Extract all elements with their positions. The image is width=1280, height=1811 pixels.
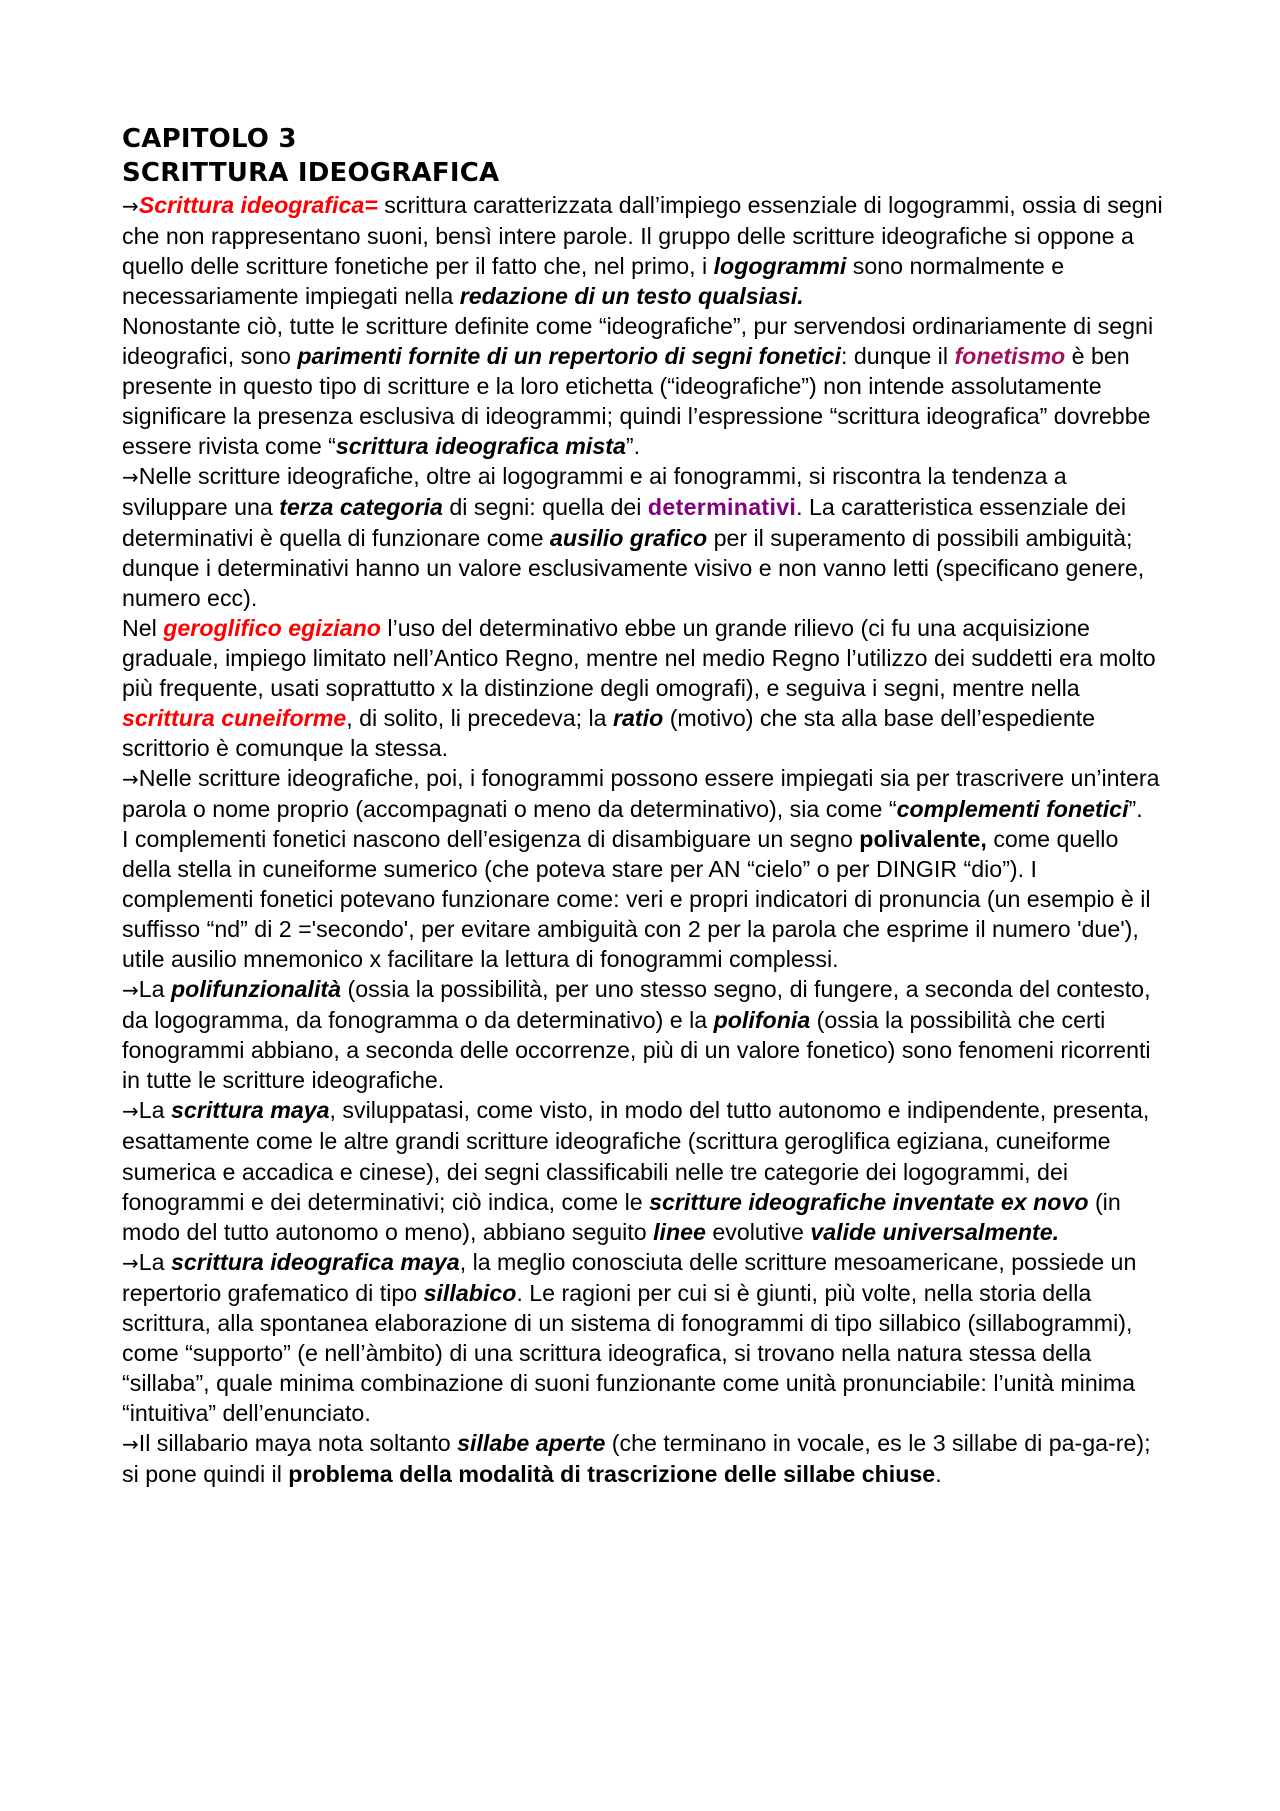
emphasis-text: logogrammi xyxy=(713,253,847,280)
paragraph-text: è ben presente in questo tipo di scritture e la loro etichetta (“ideografiche”) non intende assolutamente significare la presenza esclusiva di ideogrammi; quindi l’espressione “scrittura ideografica” dovrebbe essere rivista come “ xyxy=(122,343,1151,460)
paragraph-text: , la meglio conosciuta delle scritture mesoamericane, possiede un repertorio grafematico di tipo xyxy=(122,1248,1137,1306)
paragraph-text: La xyxy=(138,1097,171,1124)
emphasis-text: valide universalmente. xyxy=(810,1218,1060,1245)
paragraph-nonostante xyxy=(122,311,1172,461)
paragraph-text: Il sillabario maya nota soltanto xyxy=(138,1429,458,1456)
paragraph-maya xyxy=(122,1095,1172,1246)
paragraph-text: evolutive xyxy=(705,1218,811,1245)
paragraph-text: La xyxy=(138,1248,171,1275)
emphasis-text: complementi fonetici xyxy=(896,795,1129,822)
emphasis-text: ausilio grafico xyxy=(549,524,708,551)
emphasis-text: problema della modalità di trascrizione delle sillabe chiuse xyxy=(288,1460,936,1487)
paragraph-text: . Le ragioni per cui si è giunti, più volte, nella storia della scrittura, alla spontanea elaborazione di un sistema di fonogrammi di tipo sillabico (sillabogrammi), come “supporto” (e nell’àmbito) di una scrittura ideografica, si trovano nella natura stessa della “sillaba”, quale minima combinazione di suoni funzionante come unità pronunciabile: l’unità minima “intuitiva” dell’enunciato. xyxy=(122,1279,1136,1426)
paragraph-maya-ideografica xyxy=(122,1247,1172,1428)
emphasis-text: scrittura ideografica mista xyxy=(335,433,626,460)
emphasis-text: scrittura maya xyxy=(171,1097,330,1124)
chapter-heading xyxy=(122,122,1172,190)
emphasis-text: scrittura cuneiforme xyxy=(122,704,347,731)
paragraph-sillabario xyxy=(122,1428,1172,1489)
paragraph-text: (ossia la possibilità, per uno stesso segno, di fungere, a seconda del contesto, da logogramma, da fonogramma o da determinativo) e la xyxy=(122,976,1151,1034)
emphasis-text: Scrittura ideografica= xyxy=(138,192,378,218)
paragraph-text: , sviluppatasi, come visto, in modo del tutto autonomo e indipendente, presenta, esattamente come le altre grandi scritture ideografiche (scrittura geroglifica egiziana, cuneiforme sumerica e accadica e cinese), dei segni classificabili nelle tre categorie dei logogrammi, dei fonogrammi e dei determinativi; ciò indica, come le xyxy=(122,1097,1150,1215)
paragraph-text: (motivo) che sta alla base dell’espediente scrittorio è comunque la stessa. xyxy=(122,704,1096,761)
arrow-icon: → xyxy=(122,766,139,791)
paragraph-text: : dunque il xyxy=(840,343,955,370)
emphasis-text: geroglifico egiziano xyxy=(163,614,381,641)
paragraph-definizione xyxy=(122,190,1172,311)
paragraph-text: , di solito, li precedeva; la xyxy=(346,704,614,731)
document-page xyxy=(122,122,1172,1489)
emphasis-text: polifunzionalità xyxy=(171,976,342,1003)
paragraph-text: (in modo del tutto autonomo o meno), abbiano seguito xyxy=(122,1188,1121,1245)
body-text xyxy=(122,190,1172,1489)
chapter-number: CAPITOLO 3 xyxy=(122,124,297,154)
emphasis-text: ratio xyxy=(613,704,664,731)
paragraph-text: l’uso del determinativo ebbe un grande rilievo (ci fu una acquisizione graduale, impiego limitato nell’Antico Regno, mentre nel medio Regno l’utilizzo dei suddetti era molto più frequente, usati soprattutto x la distinzione degli omografi), e seguiva i segni, mentre nella xyxy=(122,614,1156,701)
paragraph-fonogrammi xyxy=(122,763,1172,824)
paragraph-text: . La caratteristica essenziale dei determinativi è quella di funzionare come xyxy=(122,494,1127,551)
paragraph-text: . xyxy=(935,1460,942,1487)
paragraph-text: Nelle scritture ideografiche, oltre ai logogrammi e ai fonogrammi, si riscontra la tendenza a sviluppare una xyxy=(122,463,1067,521)
paragraph-text: Nel xyxy=(122,614,164,641)
paragraph-text: di segni: quella dei xyxy=(442,494,648,521)
emphasis-text: linee xyxy=(653,1218,706,1245)
paragraph-text: I complementi fonetici nascono dell’esigenza di disambiguare un segno xyxy=(122,825,860,852)
emphasis-text: sillabe aperte xyxy=(457,1429,606,1456)
paragraph-text: Nelle scritture ideografiche, poi, i fonogrammi possono essere impiegati sia per trascrivere un’intera parola o nome proprio (accompagnati o meno da determinativo), sia come “ xyxy=(122,764,1160,822)
arrow-icon: → xyxy=(122,194,139,218)
paragraph-complementi xyxy=(122,824,1172,974)
paragraph-text: ”. xyxy=(1128,795,1143,822)
paragraph-geroglifico xyxy=(122,613,1172,763)
arrow-icon: → xyxy=(122,1431,139,1456)
emphasis-text: scritture ideografiche inventate ex novo xyxy=(649,1188,1089,1215)
paragraph-determinativi xyxy=(122,461,1172,612)
emphasis-text: sillabico xyxy=(423,1279,517,1306)
emphasis-text: terza categoria xyxy=(279,494,443,521)
chapter-title: SCRITTURA IDEOGRAFICA xyxy=(122,158,500,188)
arrow-icon: → xyxy=(122,465,139,490)
paragraph-text: sono normalmente e necessariamente impiegati nella xyxy=(122,253,1065,310)
paragraph-polifunzionalita xyxy=(122,974,1172,1095)
paragraph-text: (che terminano in vocale, es le 3 sillabe di pa-ga-re); si pone quindi il xyxy=(122,1429,1151,1487)
paragraph-text: Nonostante ciò, tutte le scritture definite come “ideografiche”, pur servendosi ordinariamente di segni ideografici, sono xyxy=(122,313,1154,370)
emphasis-text: redazione di un testo qualsiasi. xyxy=(459,283,804,310)
emphasis-text: parimenti fornite di un repertorio di segni fonetici xyxy=(297,343,841,370)
paragraph-text: (ossia la possibilità che certi fonogrammi abbiano, a seconda delle occorrenze, più di un valore fonetico) sono fenomeni ricorrenti in tutte le scritture ideografiche. xyxy=(122,1007,1151,1094)
emphasis-text: polivalente, xyxy=(859,825,987,852)
paragraph-text: per il superamento di possibili ambiguità; dunque i determinativi hanno un valore esclusivamente visivo e non vanno letti (specificano genere, numero ecc). xyxy=(122,524,1145,611)
paragraph-text: scrittura caratterizzata dall’impiego essenziale di logogrammi, ossia di segni che non rappresentano suoni, bensì intere parole. Il gruppo delle scritture ideografiche si oppone a quello delle scritture fonetiche per il fatto che, nel primo, i xyxy=(122,192,1163,280)
arrow-icon: → xyxy=(122,1099,139,1124)
emphasis-text: scrittura ideografica maya xyxy=(171,1248,460,1275)
arrow-icon: → xyxy=(122,978,139,1003)
paragraph-text: ”. xyxy=(625,433,641,460)
paragraph-text: come quello della stella in cuneiforme sumerico (che poteva stare per AN “cielo” o per DINGIR “dio”). I complementi fonetici potevano funzionare come: veri e propri indicatori di pronuncia (un esempio è il suffisso “nd” di 2 ='secondo', per evitare ambiguità con 2 per la parola che esprime il numero 'due'), utile ausilio mnemonico x facilitare la lettura di fonogrammi complessi. xyxy=(122,825,1151,973)
emphasis-text: fonetismo xyxy=(954,343,1066,370)
arrow-icon: → xyxy=(122,1250,139,1275)
paragraph-text: La xyxy=(138,976,171,1003)
emphasis-text: polifonia xyxy=(713,1007,811,1034)
emphasis-text: determinativi xyxy=(647,494,797,521)
